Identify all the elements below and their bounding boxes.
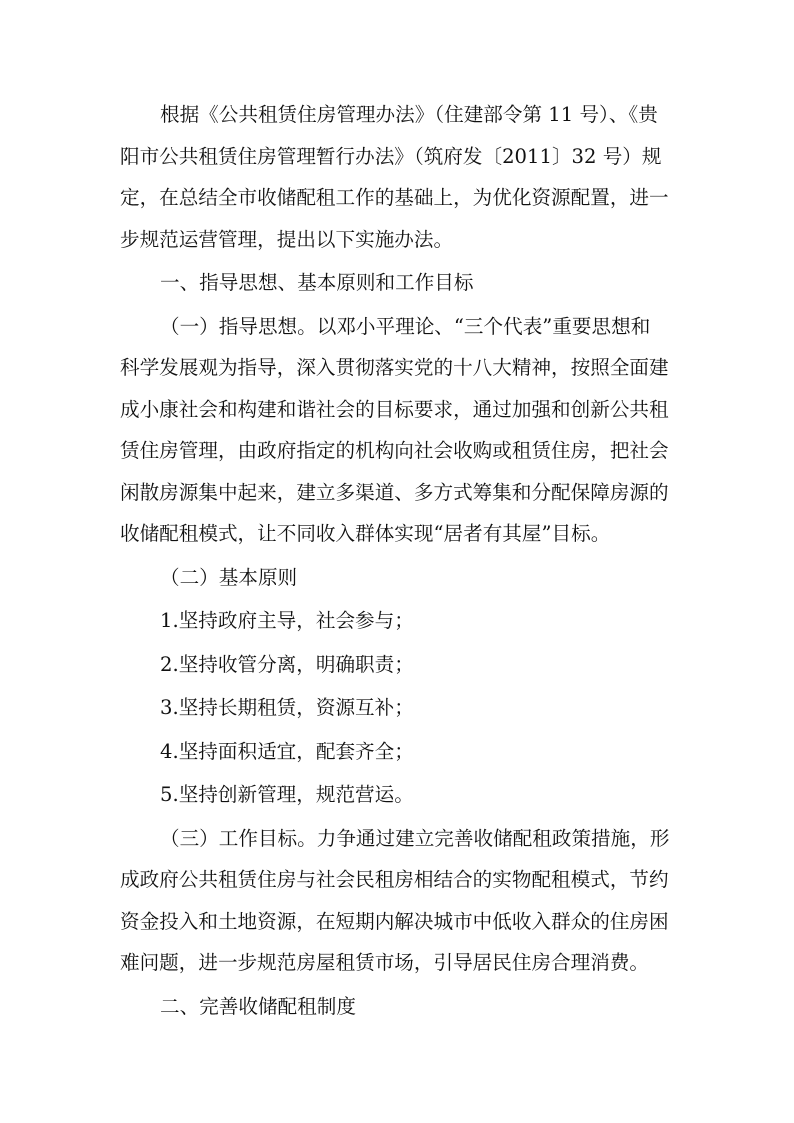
text-line: 科学发展观为指导，深入贯彻落实党的十八大精神，按照全面建: [120, 356, 669, 379]
text-line: （三）工作目标。力争通过建立完善收储配租政策措施，形: [160, 826, 670, 850]
text-line: 成小康社会和构建和谐社会的目标要求，通过加强和创新公共租: [120, 397, 669, 421]
text-line: 2.坚持收管分离，明确职责；: [160, 652, 414, 676]
work-objectives-paragraph: [120, 818, 676, 984]
text-line: 3.坚持长期租赁，资源互补；: [160, 696, 414, 719]
principle-item: [120, 600, 676, 642]
text-line: 根据《公共租赁住房管理办法》（住建部令第 11 号）、《贵: [160, 103, 658, 126]
text-line: 收储配租模式，让不同收入群体实现“居者有其屋”目标。: [120, 522, 611, 545]
text-line: 定，在总结全市收储配租工作的基础上，为优化资源配置，进一: [120, 186, 669, 209]
text-line: 步规范运营管理，提出以下实施办法。: [120, 227, 454, 251]
document-page: [120, 94, 676, 1027]
text-line: 一、指导思想、基本原则和工作目标: [160, 271, 474, 294]
text-line: 难问题，进一步规范房屋租赁市场，引导居民住房合理消费。: [120, 951, 650, 974]
text-line: 成政府公共租赁住房与社会民租房相结合的实物配租模式，节约: [120, 868, 669, 891]
subsection-heading: [120, 557, 676, 599]
text-line: 赁住房管理，由政府指定的机构向社会收购或租赁住房，把社会: [120, 439, 669, 462]
text-line: （二）基本原则: [160, 565, 298, 589]
text-line: 1.坚持政府主导，社会参与；: [160, 609, 414, 632]
guiding-ideology-paragraph: [120, 306, 676, 555]
section-heading: [120, 986, 676, 1028]
text-line: （一）指导思想。以邓小平理论、“三个代表”重要思想和: [160, 314, 651, 338]
principle-item: [120, 687, 676, 729]
section-heading: [120, 262, 676, 304]
text-line: 资金投入和土地资源，在短期内解决城市中低收入群众的住房困: [120, 909, 669, 933]
principle-item: [120, 731, 676, 773]
preamble-paragraph: [120, 94, 676, 260]
text-line: 5.坚持创新管理，规范营运。: [160, 783, 414, 806]
text-line: 阳市公共租赁住房管理暂行办法》（筑府发〔2011〕32 号）规: [120, 144, 662, 168]
principle-item: [120, 644, 676, 686]
text-line: 二、完善收储配租制度: [160, 994, 356, 1018]
principle-item: [120, 774, 676, 816]
text-line: 闲散房源集中起来，建立多渠道、多方式筹集和分配保障房源的: [120, 480, 669, 504]
text-line: 4.坚持面积适宜，配套齐全；: [160, 739, 414, 763]
